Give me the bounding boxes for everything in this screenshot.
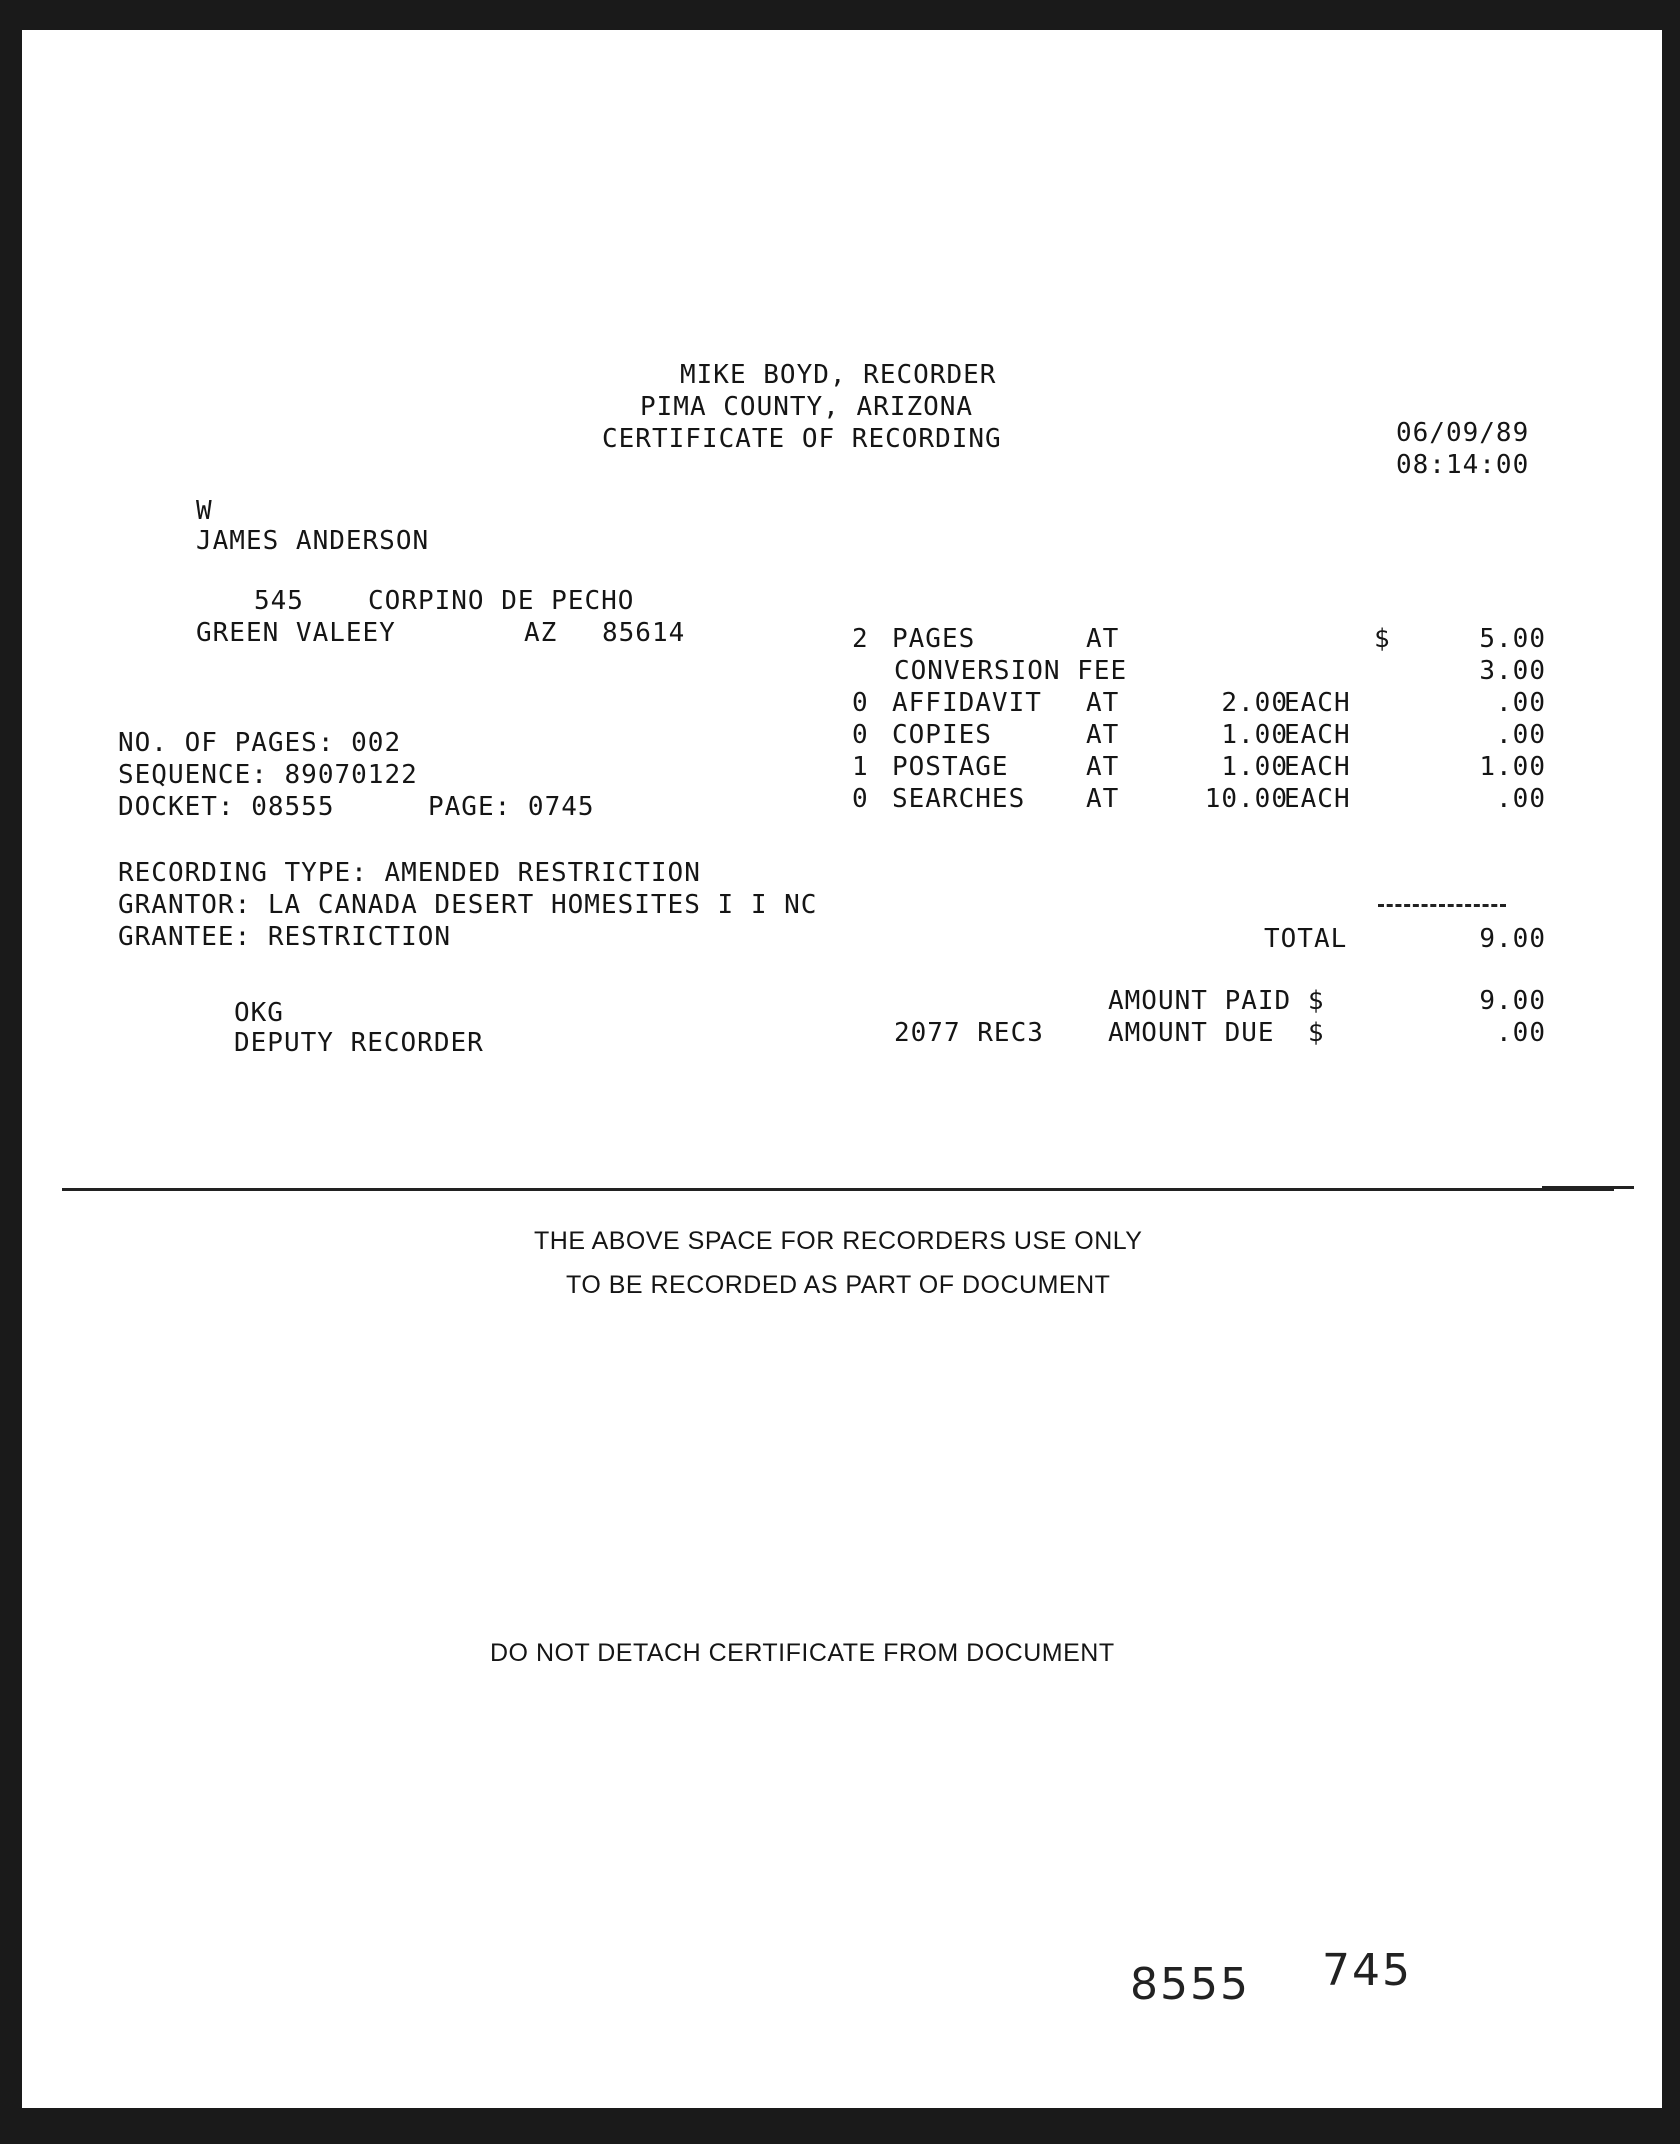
fee-rate: 1.00	[1221, 720, 1288, 750]
fee-item: COPIES	[892, 720, 992, 750]
fee-amount: .00	[1496, 688, 1546, 718]
fee-item: PAGES	[892, 624, 976, 654]
street-name: CORPINO DE PECHO	[368, 586, 635, 616]
total-label: TOTAL	[1264, 924, 1348, 954]
do-not-detach-notice: DO NOT DETACH CERTIFICATE FROM DOCUMENT	[490, 1639, 1115, 1667]
fee-rate: 1.00	[1221, 752, 1288, 782]
record-time: 08:14:00	[1396, 450, 1530, 480]
fee-at: AT	[1086, 784, 1120, 814]
docket-page: PAGE: 0745	[428, 792, 595, 822]
fee-rate: 2.00	[1221, 688, 1288, 718]
street-number: 545	[254, 586, 304, 616]
fee-amount: .00	[1496, 784, 1546, 814]
deputy-title: DEPUTY RECORDER	[234, 1028, 484, 1058]
fee-qty: 2	[852, 624, 869, 654]
amount-paid: 9.00	[1479, 986, 1546, 1016]
handwritten-page: 745	[1322, 1945, 1412, 1996]
handwritten-docket: 8555	[1130, 1959, 1250, 2010]
fee-amount: 1.00	[1479, 752, 1546, 782]
zip-code: 85614	[602, 618, 686, 648]
fee-amount: 3.00	[1479, 656, 1546, 686]
recorder-use-notice: THE ABOVE SPACE FOR RECORDERS USE ONLY	[534, 1227, 1143, 1255]
deputy-initials: OKG	[234, 998, 284, 1028]
fee-each: EACH	[1284, 720, 1351, 750]
county-name: PIMA COUNTY, ARIZONA	[640, 392, 974, 422]
sequence-number: SEQUENCE: 89070122	[118, 760, 418, 790]
recorder-space-divider	[62, 1188, 1614, 1191]
currency-symbol: $	[1374, 624, 1391, 654]
fee-amount: 5.00	[1479, 624, 1546, 654]
addressee-code: W	[196, 496, 213, 526]
fee-each: EACH	[1284, 752, 1351, 782]
fee-item: CONVERSION FEE	[894, 656, 1128, 686]
certificate-title: CERTIFICATE OF RECORDING	[602, 424, 1002, 454]
fee-qty: 0	[852, 720, 869, 750]
total-divider	[1378, 904, 1506, 907]
fee-item: AFFIDAVIT	[892, 688, 1042, 718]
amount-due-label: AMOUNT DUE $	[1108, 1018, 1325, 1048]
fee-qty: 1	[852, 752, 869, 782]
amount-paid-label: AMOUNT PAID $	[1108, 986, 1325, 1016]
record-part-notice: TO BE RECORDED AS PART OF DOCUMENT	[566, 1271, 1111, 1299]
recording-type: RECORDING TYPE: AMENDED RESTRICTION	[118, 858, 701, 888]
addressee-name: JAMES ANDERSON	[196, 526, 430, 556]
fee-amount: .00	[1496, 720, 1546, 750]
fee-qty: 0	[852, 784, 869, 814]
recorder-space-divider-end	[1542, 1186, 1634, 1189]
grantor: GRANTOR: LA CANADA DESERT HOMESITES I I NC	[118, 890, 818, 920]
fee-at: AT	[1086, 752, 1120, 782]
fee-qty: 0	[852, 688, 869, 718]
number-of-pages: NO. OF PAGES: 002	[118, 728, 402, 758]
docket-number: DOCKET: 08555	[118, 792, 335, 822]
fee-at: AT	[1086, 720, 1120, 750]
state: AZ	[524, 618, 558, 648]
fee-at: AT	[1086, 688, 1120, 718]
total-amount: 9.00	[1479, 924, 1546, 954]
recorder-name: MIKE BOYD, RECORDER	[680, 360, 997, 390]
record-date: 06/09/89	[1396, 418, 1530, 448]
fee-rate: 10.00	[1204, 784, 1288, 814]
fee-each: EACH	[1284, 688, 1351, 718]
fee-each: EACH	[1284, 784, 1351, 814]
grantee: GRANTEE: RESTRICTION	[118, 922, 452, 952]
fee-item: POSTAGE	[892, 752, 1009, 782]
fee-item: SEARCHES	[892, 784, 1026, 814]
certificate-page	[22, 30, 1662, 2108]
amount-due: .00	[1496, 1018, 1546, 1048]
receipt-number: 2077 REC3	[894, 1018, 1044, 1048]
fee-at: AT	[1086, 624, 1120, 654]
city: GREEN VALEEY	[196, 618, 396, 648]
